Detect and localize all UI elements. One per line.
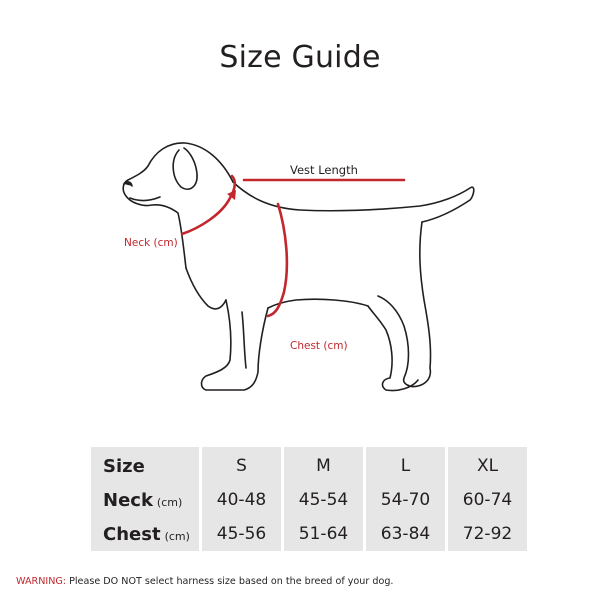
chest-xl: 72-92 (448, 517, 527, 551)
dog-back-outline (233, 182, 474, 222)
neck-row-label (91, 483, 199, 517)
dog-hind-leg-front (368, 306, 418, 391)
dog-chest-outline (186, 268, 226, 309)
chest-l: 63-84 (366, 517, 445, 551)
neck-measure-arc (182, 176, 235, 234)
neck-label: Neck (cm) (124, 237, 178, 249)
chest-m: 51-64 (284, 517, 363, 551)
size-table (88, 447, 530, 551)
chest-row-label (91, 517, 199, 551)
neck-row-title: Neck (103, 489, 153, 511)
warning-text: Please DO NOT select harness size based on the breed of your dog. (66, 576, 394, 587)
dog-ear-outline (173, 148, 197, 189)
dog-front-leg-back (242, 312, 246, 368)
dog-front-leg-outline (202, 300, 269, 390)
size-l: L (366, 447, 445, 483)
chest-row-unit: (cm) (164, 529, 190, 543)
dog-mouth (130, 197, 160, 201)
dog-belly-outline (268, 299, 368, 308)
neck-row (91, 483, 527, 517)
neck-m: 45-54 (284, 483, 363, 517)
neck-l: 54-70 (366, 483, 445, 517)
dog-hind-leg-outline (378, 222, 431, 387)
chest-s: 45-56 (202, 517, 281, 551)
chest-label: Chest (cm) (290, 340, 348, 352)
size-m: M (284, 447, 363, 483)
dog-head-outline (123, 143, 233, 268)
neck-s: 40-48 (202, 483, 281, 517)
size-header-row (91, 447, 527, 483)
size-row-label: Size (91, 447, 199, 483)
chest-measure-loop (268, 204, 287, 316)
neck-row-unit: (cm) (156, 495, 183, 509)
page-title: Size Guide (219, 40, 381, 75)
dog-nose (124, 182, 132, 186)
chest-row-title: Chest (103, 523, 161, 545)
warning-note (16, 576, 393, 587)
vest-length-label: Vest Length (290, 163, 358, 177)
chest-row (91, 517, 527, 551)
neck-xl: 60-74 (448, 483, 527, 517)
warning-prefix: WARNING: (16, 576, 67, 587)
size-s: S (202, 447, 281, 483)
size-xl: XL (448, 447, 527, 483)
